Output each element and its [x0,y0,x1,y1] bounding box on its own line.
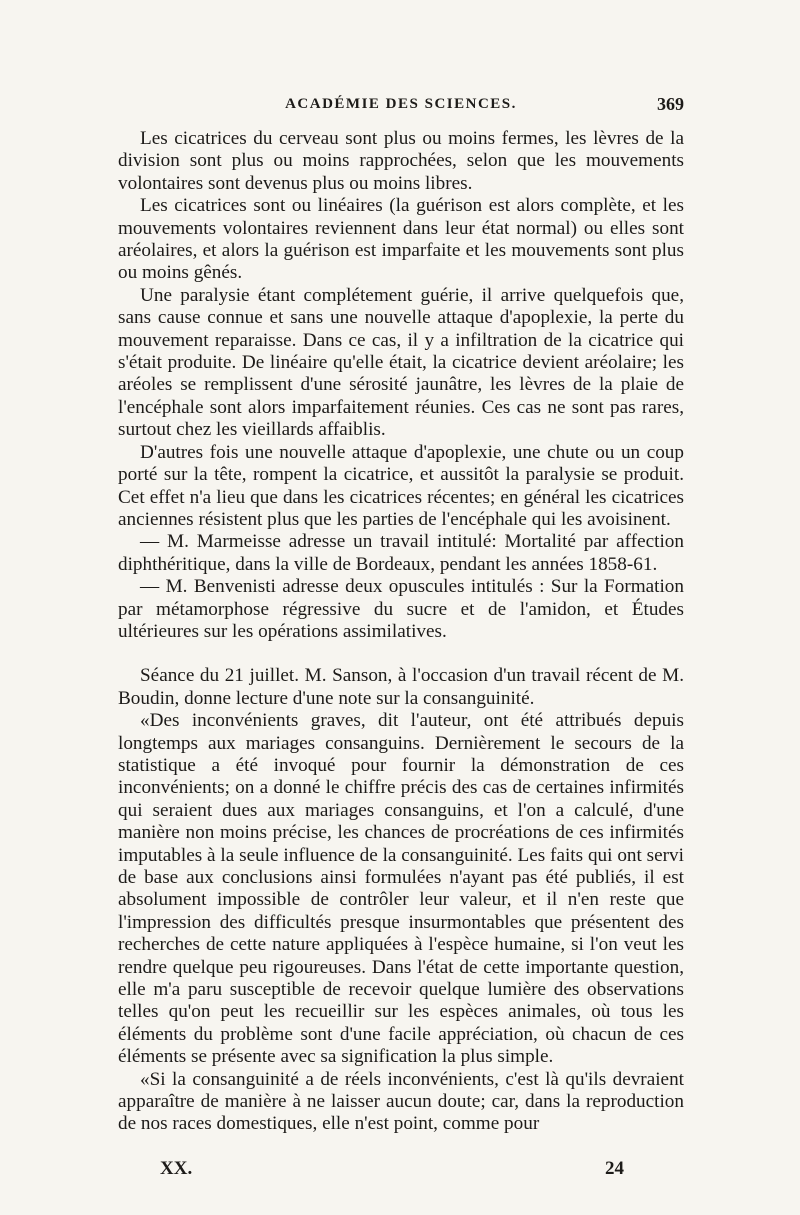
paragraph-marmeisse: — M. Marmeisse adresse un travail intitulé: Mortalité par affection diphthéritique, dans la ville de Bordeaux, pendant les années 1858-61. [118,531,684,575]
paragraph-autres-fois: D'autres fois une nouvelle attaque d'apoplexie, une chute ou un coup porté sur la tête, rompent la cicatrice, et aussitôt la paralysie se produit. Cet effet n'a lieu que dans les cicatrices récentes; en général les cicatrices anciennes résistent plus que les parties de l'encéphale qui les avoisinent. [118,441,684,530]
paragraph-cicatrices-lineaires: Les cicatrices sont ou linéaires (la guérison est alors complète, et les mouvements volontaires reviennent dans leur état normal) ou elles sont aréolaires, et alors la guérison est imparfaite et les mouvements sont plus ou moins gênés. [118,195,684,284]
page-header [118,96,684,122]
paragraph-seance: Séance du 21 juillet. M. Sanson, à l'occasion d'un travail récent de M. Boudin, donne lecture d'une note sur la consanguinité. [118,665,684,709]
paragraph-paralysie: Une paralysie étant complétement guérie, il arrive quelquefois que, sans cause connue et sans une nouvelle attaque d'apoplexie, la perte du mouvement reparaisse. Dans ce cas, il y a infiltration de la cicatrice qui s'était produite. De linéaire qu'elle était, la cicatrice devient aréolaire; les aréoles se remplissent d'une sérosité jaunâtre, les lèvres de la plaie de l'encéphale sont alors imparfaitement réunies. Ces cas ne sont pas rares, surtout chez les vieillards affaiblis. [118,284,684,441]
volume-number: XX. [160,1158,193,1179]
running-title: ACADÉMIE DES SCIENCES. [285,96,517,112]
paragraph-consanguinite: «Si la consanguinité a de réels inconvénients, c'est là qu'ils devraient apparaître de manière à ne laisser aucun doute; car, dans la reproduction de nos races domestiques, elle n'est point, comme pour [118,1068,684,1135]
paragraph-inconvenients: «Des inconvénients graves, dit l'auteur, ont été attribués depuis longtemps aux mariages consanguins. Dernièrement le secours de la statistique a été invoqué pour fournir la démonstration de ces inconvénients; on a donné le chiffre précis des cas de certaines infirmités qui seraient dues aux mariages consanguins, et l'on a calculé, d'une manière non moins précise, les chances de procréations de ces infirmités imputables à la seule influence de la consanguinité. Les faits qui ont servi de base aux conclusions ainsi formulées n'ayant pas été publiés, il est absolument impossible de contrôler leur valeur, et il n'en reste que l'impression des difficultés presque insurmontables que présentent des recherches de cette nature appliquées à l'espèce humaine, si l'on veut les rendre quelque peu rigoureuses. Dans l'état de cette importante question, elle m'a paru susceptible de recevoir quelque lumière des observations telles qu'on peut les recueillir sur les espèces animales, où tous les éléments du problème sont d'une facile appréciation, où chacun de ces éléments se présente avec sa signification la plus simple. [118,710,684,1068]
signature-mark: 24 [605,1158,624,1179]
page-number: 369 [657,94,684,114]
paragraph-cicatrices-fermes: Les cicatrices du cerveau sont plus ou moins fermes, les lèvres de la division sont plus ou moins rapprochées, selon que les mouvements volontaires sont devenus plus ou moins libres. [118,128,684,194]
page-footer [160,1158,624,1184]
paragraph-benvenisti: — M. Benvenisti adresse deux opuscules intitulés : Sur la Formation par métamorphose régressive du sucre et de l'amidon, et Études ultérieures sur les opérations assimilatives. [118,576,684,642]
page-body [118,128,684,1136]
